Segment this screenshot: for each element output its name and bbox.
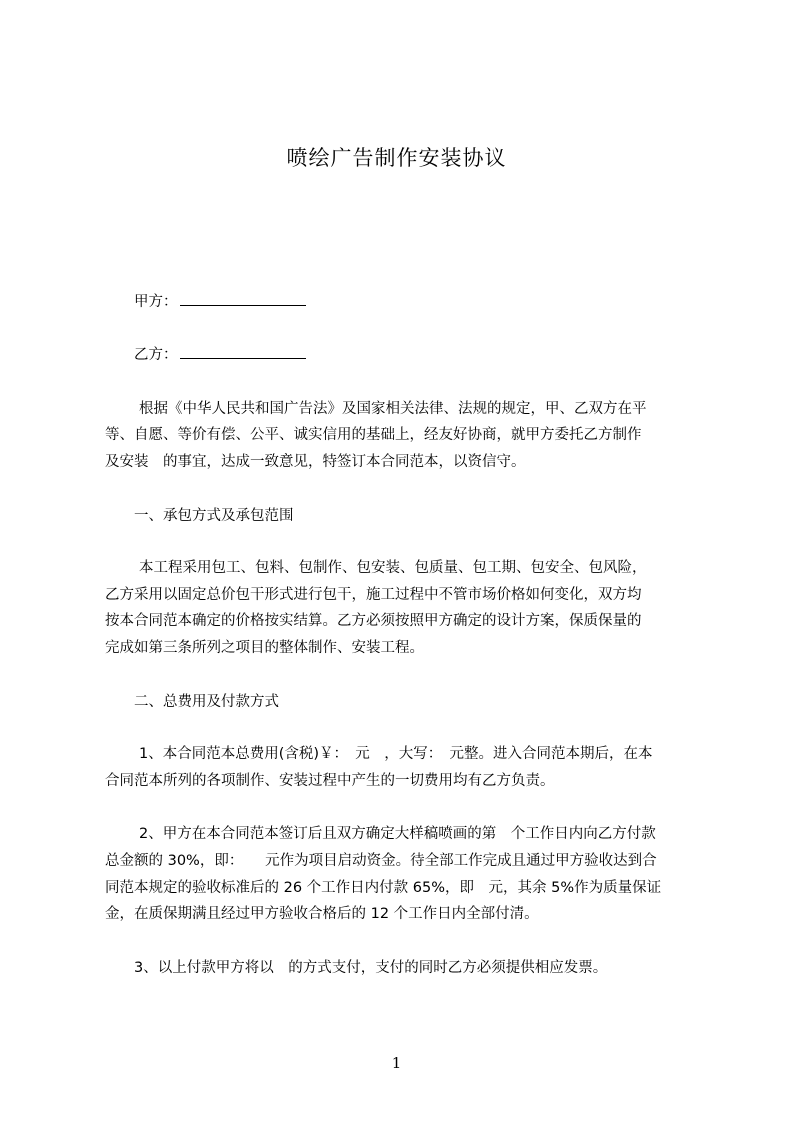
- paragraph-line: 合同范本所列的各项制作、安装过程中产生的一切费用均有乙方负责。: [105, 773, 555, 789]
- party-a-blank: [180, 292, 306, 306]
- section-heading: 一、承包方式及承包范围: [134, 508, 294, 524]
- paragraph-line: 金，在质保期满且经过甲方验收合格后的 12 个工作日内全部付清。: [105, 906, 539, 922]
- paragraph-line: 按本合同范本确定的价格按实结算。乙方必须按照甲方确定的设计方案，保质保量的: [105, 613, 642, 629]
- paragraph-line: 3、以上付款甲方将以 的方式支付，支付的同时乙方必须提供相应发票。: [134, 960, 608, 976]
- party-b-line: [134, 345, 734, 365]
- party-b-label: 乙方：: [134, 347, 178, 363]
- paragraph-line: 完成如第三条所列之项目的整体制作、安装工程。: [105, 640, 424, 656]
- paragraph-line: 本工程采用包工、包料、包制作、包安装、包质量、包工期、包安全、包风险，: [139, 560, 647, 576]
- section-heading: 二、总费用及付款方式: [134, 694, 279, 710]
- party-a-line: [134, 292, 734, 312]
- party-a-label: 甲方：: [134, 294, 178, 310]
- paragraph-line: 根据《中华人民共和国广告法》及国家相关法律、法规的规定，甲、乙双方在平: [139, 401, 647, 417]
- paragraph-line: 等、自愿、等价有偿、公平、诚实信用的基础上，经友好协商，就甲方委托乙方制作: [105, 427, 642, 443]
- paragraph-line: 同范本规定的验收标准后的 26 个工作日内付款 65%，即 元，其余 5%作为质量保证: [105, 880, 662, 896]
- page-title: 喷绘广告制作安装协议: [286, 146, 507, 170]
- paragraph-line: 2、甲方在本合同范本签订后且双方确定大样稿喷画的第 个工作日内向乙方付款: [139, 826, 656, 842]
- party-b-blank: [180, 345, 306, 359]
- paragraph-line: 1、本合同范本总费用(含税)￥： 元 ，大写： 元整。进入合同范本期后，在本: [139, 746, 653, 762]
- paragraph-line: 乙方采用以固定总价包干形式进行包干，施工过程中不管市场价格如何变化，双方均: [105, 587, 642, 603]
- paragraph-line: 总金额的 30%，即： 元作为项目启动资金。待全部工作完成且通过甲方验收达到合: [105, 853, 657, 869]
- paragraph-line: 及安装 的事宜，达成一致意见，特签订本合同范本，以资信守。: [105, 454, 526, 470]
- page-number: 1: [391, 1054, 402, 1072]
